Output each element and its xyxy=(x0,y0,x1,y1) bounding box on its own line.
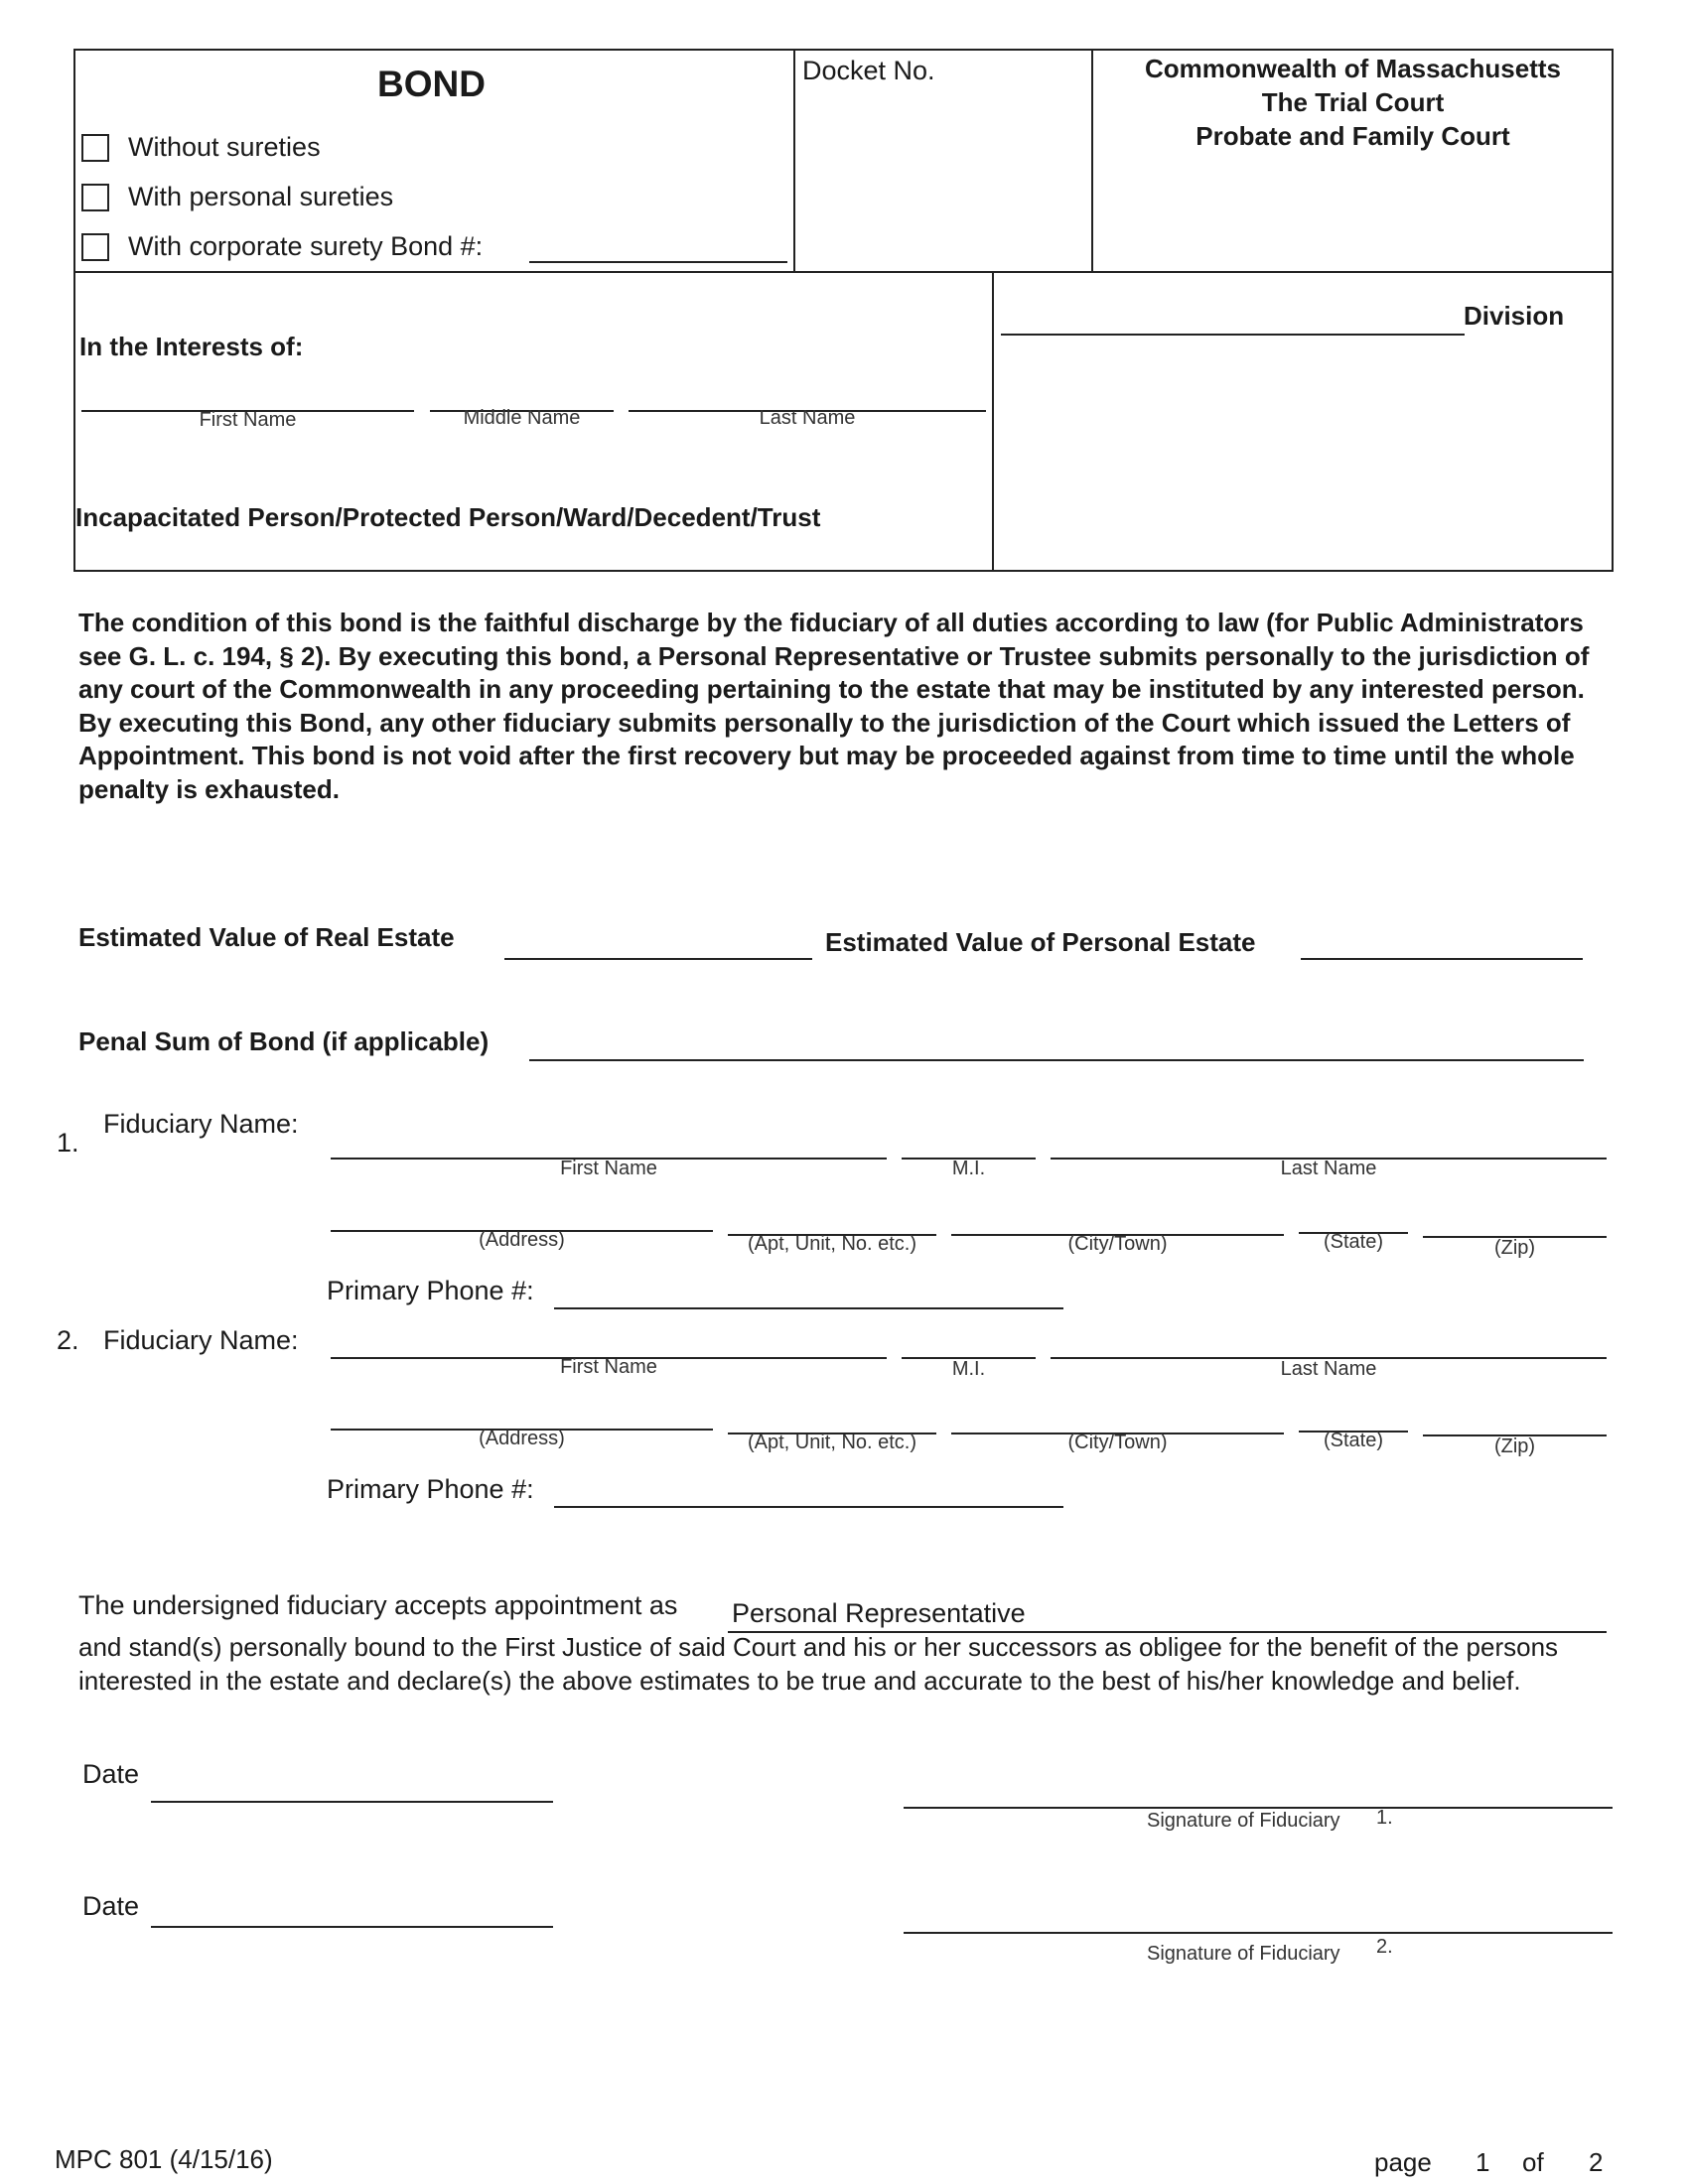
division-label: Division xyxy=(1464,301,1565,331)
date-1-label: Date xyxy=(82,1759,140,1789)
checkbox-corporate-surety-label: With corporate surety Bond #: xyxy=(128,231,484,261)
fiduciary-2-last-name-caption: Last Name xyxy=(1280,1358,1377,1380)
fiduciary-2-label: Fiduciary Name: xyxy=(103,1325,299,1355)
signature-2-caption: Signature of Fiduciary xyxy=(1147,1943,1340,1965)
fiduciary-1-city-caption: (City/Town) xyxy=(1067,1233,1168,1255)
date-2-label: Date xyxy=(82,1891,140,1921)
court-line-1: Commonwealth of Massachusetts xyxy=(1145,54,1561,83)
signature-2-field[interactable] xyxy=(904,1932,1613,1934)
interests-label: In the Interests of: xyxy=(79,332,304,361)
fiduciary-2-apt-caption: (Apt, Unit, No. etc.) xyxy=(747,1432,917,1453)
interests-divider xyxy=(992,271,994,572)
penal-sum-label: Penal Sum of Bond (if applicable) xyxy=(78,1026,490,1056)
real-estate-field[interactable] xyxy=(504,958,812,960)
division-field[interactable] xyxy=(1001,334,1465,336)
fiduciary-1-phone-label: Primary Phone #: xyxy=(327,1276,534,1305)
form-id: MPC 801 (4/15/16) xyxy=(55,2144,273,2174)
fiduciary-1-zip-caption: (Zip) xyxy=(1493,1237,1536,1259)
fiduciary-2-mi-caption: M.I. xyxy=(951,1358,986,1380)
bond-number-field[interactable] xyxy=(529,261,787,263)
court-line-3: Probate and Family Court xyxy=(1196,121,1510,151)
signature-1-field[interactable] xyxy=(904,1807,1613,1809)
page-number: 1 xyxy=(1476,2147,1490,2177)
interests-first-name-caption: First Name xyxy=(199,409,297,431)
header-divider-1 xyxy=(793,49,795,273)
fiduciary-2-state-caption: (State) xyxy=(1323,1430,1384,1451)
real-estate-label: Estimated Value of Real Estate xyxy=(78,922,455,952)
page-total: 2 xyxy=(1589,2147,1604,2177)
fiduciary-1-number: 1. xyxy=(57,1128,79,1158)
interests-role-label: Incapacitated Person/Protected Person/Ward/Decedent/Trust xyxy=(75,502,821,532)
fiduciary-1-phone-field[interactable] xyxy=(554,1307,1063,1309)
signature-1-caption: Signature of Fiduciary xyxy=(1147,1810,1340,1832)
checkbox-without-sureties-label: Without sureties xyxy=(128,132,321,162)
form-title: BOND xyxy=(377,64,486,104)
of-word: of xyxy=(1522,2147,1544,2177)
condition-paragraph: The condition of this bond is the faithful discharge by the fiduciary of all duties according to law (for Public Administrators see G. L. c. 194, § 2). By executing this bond, a Personal Representative or Trustee submits personally to the jurisdiction of any court of the Commonwealth in any proceeding pertaining to the estate that may be instituted by any interested person. By executing this Bond, any other fiduciary submits personally to the jurisdiction of the Court which issued the Letters of Appointment. This bond is not void after the first recovery but may be proceeded against from time to time until the whole penalty is exhausted. xyxy=(78,608,1590,804)
fiduciary-1-first-name-caption: First Name xyxy=(560,1158,657,1179)
docket-label: Docket No. xyxy=(802,56,935,85)
fiduciary-2-phone-label: Primary Phone #: xyxy=(327,1474,534,1504)
signature-2-number: 2. xyxy=(1376,1936,1393,1958)
checkbox-corporate-surety[interactable] xyxy=(81,233,109,261)
fiduciary-2-city-caption: (City/Town) xyxy=(1067,1432,1168,1453)
fiduciary-1-apt-caption: (Apt, Unit, No. etc.) xyxy=(747,1233,917,1255)
fiduciary-1-label: Fiduciary Name: xyxy=(103,1109,299,1139)
fiduciary-2-phone-field[interactable] xyxy=(554,1506,1063,1508)
acceptance-body: and stand(s) personally bound to the First Justice of said Court and his or her successors as obligee for the benefit of the persons interested in the estate and declare(s) the above estimates to be true and accurate to the best of his/her knowledge and belief. xyxy=(78,1632,1559,1696)
fiduciary-2-first-name-caption: First Name xyxy=(560,1356,657,1378)
personal-estate-field[interactable] xyxy=(1301,958,1583,960)
fiduciary-2-number: 2. xyxy=(57,1325,79,1355)
signature-1-number: 1. xyxy=(1376,1807,1393,1829)
fiduciary-2-address-caption: (Address) xyxy=(479,1428,565,1449)
interests-last-name-caption: Last Name xyxy=(759,407,856,429)
fiduciary-1-last-name-caption: Last Name xyxy=(1280,1158,1377,1179)
fiduciary-2-zip-caption: (Zip) xyxy=(1493,1435,1536,1457)
fiduciary-1-mi-caption: M.I. xyxy=(951,1158,986,1179)
fiduciary-1-state-caption: (State) xyxy=(1323,1231,1384,1253)
checkbox-personal-sureties[interactable] xyxy=(81,184,109,211)
checkbox-without-sureties[interactable] xyxy=(81,134,109,162)
acceptance-role-value[interactable]: Personal Representative xyxy=(732,1598,1026,1628)
fiduciary-1-address-caption: (Address) xyxy=(479,1229,565,1251)
date-1-field[interactable] xyxy=(151,1801,553,1803)
personal-estate-label: Estimated Value of Personal Estate xyxy=(825,927,1256,957)
checkbox-personal-sureties-label: With personal sureties xyxy=(128,182,394,211)
date-2-field[interactable] xyxy=(151,1926,553,1928)
acceptance-lead: The undersigned fiduciary accepts appointment as xyxy=(78,1590,678,1620)
penal-sum-field[interactable] xyxy=(529,1059,1584,1061)
page-word: page xyxy=(1374,2147,1432,2177)
court-line-2: The Trial Court xyxy=(1261,87,1445,117)
interests-middle-name-caption: Middle Name xyxy=(463,407,581,429)
court-name xyxy=(1092,52,1614,153)
